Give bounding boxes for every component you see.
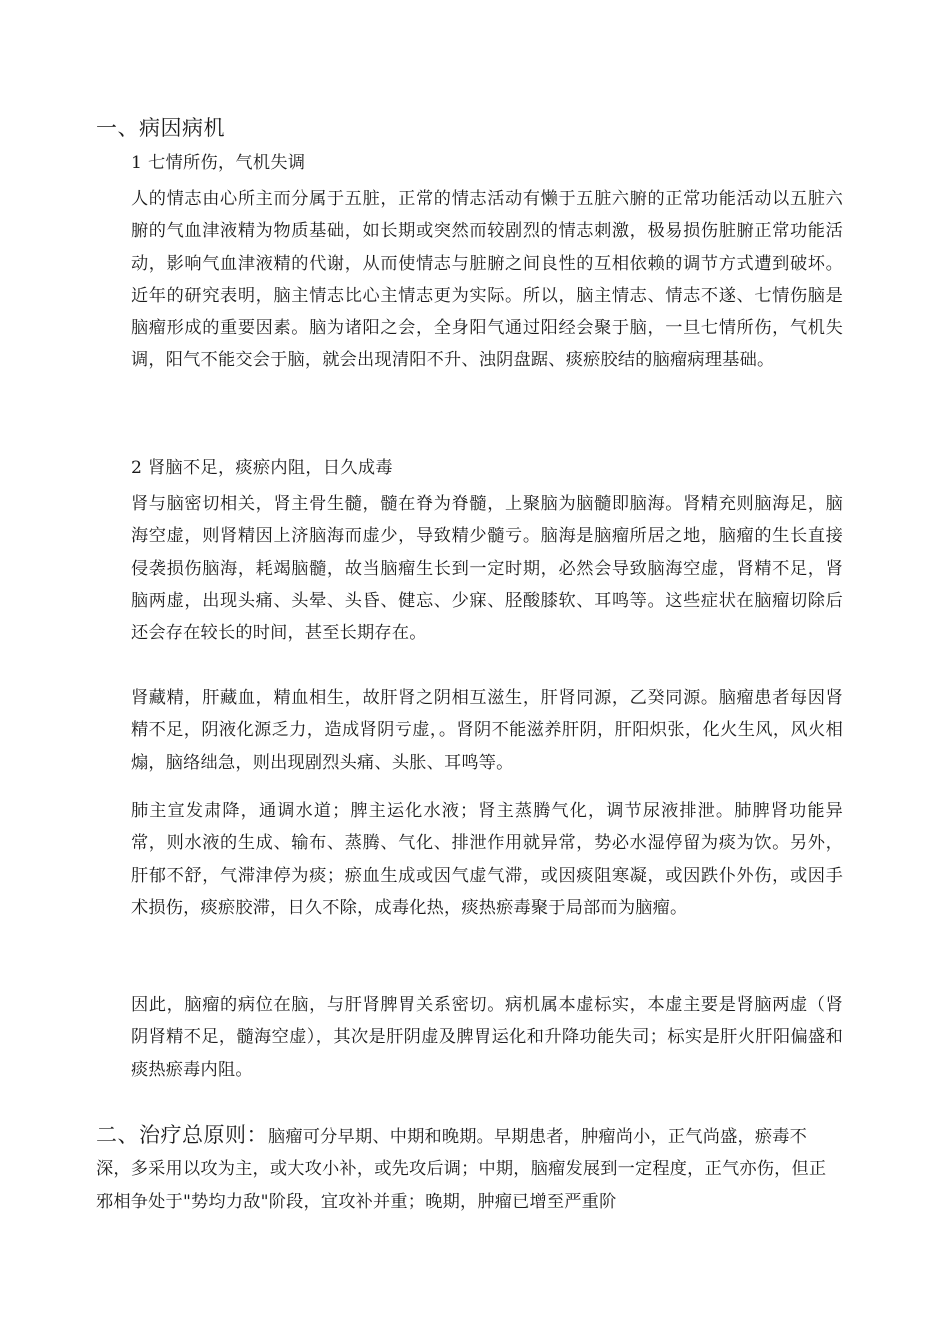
section-heading-1: 一、病因病机 bbox=[96, 116, 225, 140]
paragraph-4: 肺主宣发肃降，通调水道；脾主运化水液；肾主蒸腾气化，调节尿液排泄。肺脾肾功能异常，则水液的生成、输布、蒸腾、气化、排泄作用就异常，势必水湿停留为痰为饮。另外，肝郁不舒，气滞津停为痰；瘀血生成或因气虚气滞，或因痰阻寒凝，或因跌仆外伤，或因手术损伤，痰瘀胶滞，日久不除，成毒化热，痰热瘀毒聚于局部而为脑瘤。 bbox=[131, 801, 843, 918]
paragraph-2: 肾与脑密切相关，肾主骨生髓，髓在脊为脊髓，上聚脑为脑髓即脑海。肾精充则脑海足，脑海空虚，则肾精因上济脑海而虚少，导致精少髓亏。脑海是脑瘤所居之地，脑瘤的生长直接侵袭损伤脑海，耗竭脑髓，故当脑瘤生长到一定时期，必然会导致脑海空虚，肾精不足，肾脑两虚，出现头痛、头晕、头昏、健忘、少寐、胫酸膝软、耳鸣等。这些症状在脑瘤切除后还会存在较长的时间，甚至长期存在。 bbox=[131, 494, 843, 644]
section-2-text: 脑瘤可分早期、中期和晚期。早期患者，肿瘤尚小，正气尚盛，瘀毒不深，多采用以攻为主，或大攻小补，或先攻后调；中期，脑瘤发展到一定程度，正气亦伤，但正邪相争处于"势均力敌"阶段，宜攻补并重；晚期，肿瘤已增至严重阶 bbox=[96, 1127, 827, 1212]
paragraph-1: 人的情志由心所主而分属于五脏，正常的情志活动有懒于五脏六腑的正常功能活动以五脏六腑的气血津液精为物质基础，如长期或突然而较剧烈的情志刺激，极易损伤脏腑正常功能活动，影响气血津液精的代谢，从而使情志与脏腑之间良性的互相依赖的调节方式遭到破坏。近年的研究表明，脑主情志比心主情志更为实际。所以，脑主情志、情志不遂、七情伤脑是脑瘤形成的重要因素。脑为诸阳之会，全身阳气通过阳经会聚于脑，一旦七情所伤，气机失调，阳气不能交会于脑，就会出现清阳不升、浊阴盘踞、痰瘀胶结的脑瘤病理基础。 bbox=[131, 189, 843, 371]
section-heading-2: 二、治疗总原则： bbox=[96, 1123, 268, 1147]
paragraph-5: 因此，脑瘤的病位在脑，与肝肾脾胃关系密切。病机属本虚标实，本虚主要是肾脑两虚（肾阴肾精不足，髓海空虚），其次是肝阴虚及脾胃运化和升降功能失司；标实是肝火肝阳偏盛和痰热瘀毒内阻。 bbox=[131, 995, 843, 1080]
paragraph-3: 肾藏精，肝藏血，精血相生，故肝肾之阴相互滋生，肝肾同源，乙癸同源。脑瘤患者每因肾精不足，阴液化源乏力，造成肾阴亏虚，。肾阴不能滋养肝阴，肝阳炽张，化火生风，风火相煽，脑络绌急，则出现剧烈头痛、头胀、耳鸣等。 bbox=[131, 688, 843, 773]
section-2 bbox=[96, 1119, 841, 1218]
subheading-2: 2 肾脑不足，痰瘀内阻，日久成毒 bbox=[131, 458, 393, 478]
subheading-1: 1 七情所伤，气机失调 bbox=[131, 153, 306, 173]
